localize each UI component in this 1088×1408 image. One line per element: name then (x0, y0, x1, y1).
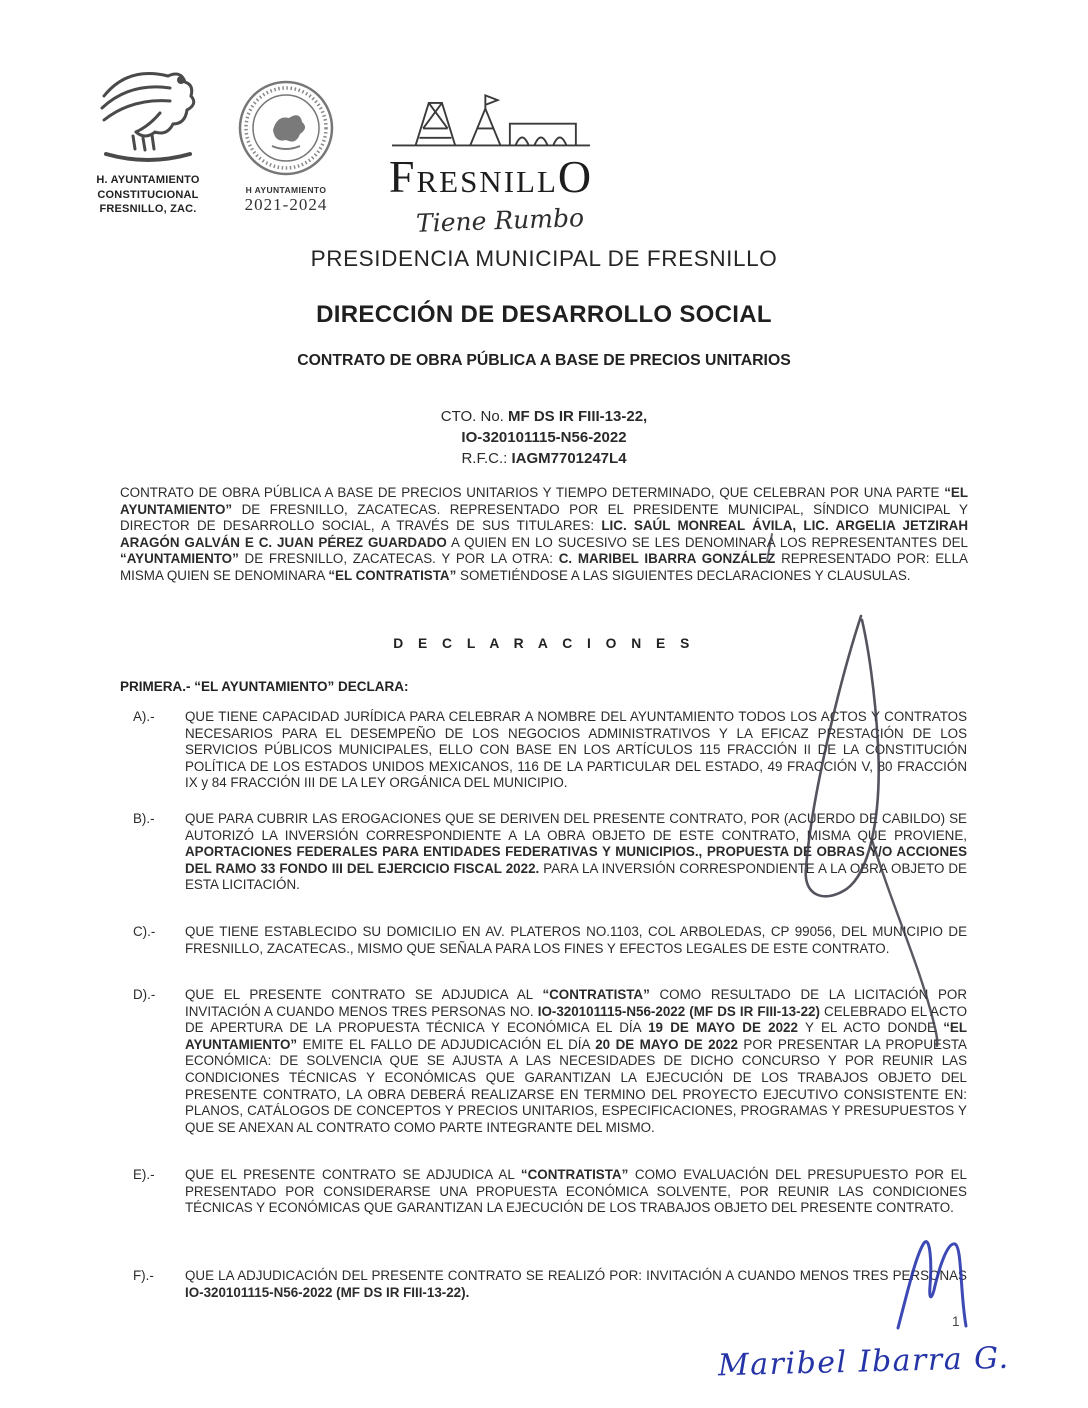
contract-type-title: CONTRATO DE OBRA PÚBLICA A BASE DE PRECIOS UNITARIOS (297, 352, 791, 369)
rfc-value: IAGM7701247L4 (511, 450, 627, 467)
item-b-label: B).- (133, 811, 155, 826)
brand-block (356, 86, 626, 238)
page-title: PRESIDENCIA MUNICIPAL DE FRESNILLO (310, 246, 778, 271)
item-e-label: E).- (133, 1167, 155, 1182)
left-seal-block (78, 52, 218, 217)
brand-name-first-letter: F (388, 151, 417, 202)
declaration-item-b (133, 811, 967, 894)
declaration-item-d (133, 987, 967, 1136)
tender-number: IO-320101115-N56-2022 (461, 429, 627, 446)
rfc-line (0, 448, 1088, 469)
intro-paragraph: CONTRATO DE OBRA PÚBLICA A BASE DE PRECIOS UNITARIOS Y TIEMPO DETERMINADO, QUE CELEBRAN POR UNA PARTE “EL AYUNTAMIENTO” DE FRESNILLO, ZACATECAS. REPRESENTADO POR EL PRESIDENTE MUNICIPAL, SÍNDICO MUNICIPAL Y DIRECTOR DE DESARROLLO SOCIAL, A TRAVÉS DE SUS TITULARES: LIC. SAÚL MONREAL ÁVILA, LIC. ARGELIA JETZIRAH ARAGÓN GALVÁN E C. JUAN PÉREZ GUARDADO A QUIEN EN LO SUCESIVO SE LES DENOMINARA LOS REPRESENTANTES DEL “AYUNTAMIENTO” DE FRESNILLO, ZACATECAS. Y POR LA OTRA: C. MARIBEL IBARRA GONZÁLEZ REPRESENTADO POR: ELLA MISMA QUIEN SE DENOMINARA “EL CONTRATISTA” SOMETIÉNDOSE A LAS SIGUIENTES DECLARACIONES Y CLAUSULAS. (120, 485, 968, 583)
declaration-item-c (133, 924, 967, 957)
item-d-body: QUE EL PRESENTE CONTRATO SE ADJUDICA AL “CONTRATISTA” COMO RESULTADO DE LA LICITACIÓN POR INVITACIÓN A CUANDO MENOS TRES PERSONAS NO. IO-320101115-N56-2022 (MF DS IR FIII-13-22) CELEBRADO EL ACTO DE APERTURA DE LA PROPUESTA TÉCNICA Y ECONÓMICA EL DÍA 19 DE MAYO DE 2022 Y EL ACTO DONDE “EL AYUNTAMIENTO” EMITE EL FALLO DE ADJUDICACIÓN EL DÍA 20 DE MAYO DE 2022 POR PRESENTAR LA PROPUESTA ECONÓMICA: DE SOLVENCIA QUE SE AJUSTA A LAS NECESIDADES DE DICHO CONCURSO Y POR REUNIR LAS CONDICIONES TÉCNICAS Y ECONÓMICAS QUE GARANTIZAN LA EJECUCIÓN DE LOS TRABAJOS OBJETO DEL PRESENTE CONTRATO, LA OBRA DEBERÁ REALIZARSE EN TERMINO DEL PROYECTO EJECUTIVO CONSISTENTE EN: PLANOS, CATÁLOGOS DE CONCEPTOS Y PRECIOS UNITARIOS, ESPECIFICACIONES, PROGRAMAS Y PRESUPUESTOS Y QUE SE ANEXAN AL CONTRATO COMO PARTE INTEGRANTE DEL MISMO. (185, 987, 967, 1135)
center-seal-line2: 2021-2024 (244, 195, 328, 214)
department-title: DIRECCIÓN DE DESARROLLO SOCIAL (316, 301, 772, 328)
contract-number-value: MF DS IR FIII-13-22, (508, 408, 648, 425)
item-d-label: D).- (133, 987, 156, 1002)
brand-name (356, 151, 626, 208)
item-e-body: QUE EL PRESENTE CONTRATO SE ADJUDICA AL “CONTRATISTA” COMO EVALUACIÓN DEL PRESUPUESTO POR EL PRESENTADO POR CONSIDERARSE UNA PROPUESTA ECONÓMICA SOLVENTE, POR REUNIR LAS CONDICIONES TÉCNICAS Y ECONÓMICAS QUE GARANTIZAN LA EJECUCIÓN DE LOS TRABAJOS OBJETO DEL PRESENTE CONTRATO. (185, 1167, 967, 1216)
brand-name-last-letter: O (557, 151, 594, 202)
handwritten-signature: Maribel Ibarra G. (717, 1340, 1011, 1384)
rfc-label: R.F.C.: (461, 450, 512, 467)
left-seal-line2: CONSTITUCIONAL (97, 188, 199, 201)
first-declaration-heading: PRIMERA.- “EL AYUNTAMIENTO” DECLARA: (120, 679, 409, 694)
brand-name-middle: RESNILL (416, 164, 558, 199)
national-emblem-icon (87, 52, 209, 164)
contract-number-line (0, 406, 1088, 427)
item-f-label: F).- (133, 1268, 154, 1283)
left-seal-line1: H. AYUNTAMIENTO (96, 174, 200, 186)
center-seal-block (228, 78, 344, 215)
left-seal-line3: FRESNILLO, ZAC. (99, 203, 197, 215)
declarations-heading: D E C L A R A C I O N E S (393, 636, 695, 651)
page-number: 1 (952, 1314, 960, 1329)
item-b-body: QUE PARA CUBRIR LAS EROGACIONES QUE SE DERIVEN DEL PRESENTE CONTRATO, POR (ACUERDO DE CABILDO) SE AUTORIZÓ LA INVERSIÓN CORRESPONDIENTE A LA OBRA OBJETO DE ESTE CONTRATO, MISMA QUE PROVIENE, APORTACIONES FEDERALES PARA ENTIDADES FEDERATIVAS Y MUNICIPIOS., PROPUESTA DE OBRAS Y/O ACCIONES DEL RAMO 33 FONDO III DEL EJERCICIO FISCAL 2022. PARA LA INVERSIÓN CORRESPONDIENTE A LA OBRA OBJETO DE ESTA LICITACIÓN. (185, 811, 967, 893)
item-c-label: C).- (133, 924, 156, 939)
declaration-item-f (133, 1268, 967, 1301)
municipal-seal-icon (236, 78, 336, 178)
reference-block (0, 406, 1088, 469)
center-seal-line1: H AYUNTAMIENTO (245, 185, 327, 195)
brand-tagline: Tiene Rumbo (415, 203, 585, 238)
fresnillo-headframe-icon (381, 86, 601, 152)
item-c-body: QUE TIENE ESTABLECIDO SU DOMICILIO EN AV. PLATEROS NO.1103, COL ARBOLEDAS, CP 99056, DEL MUNICIPIO DE FRESNILLO, ZACATECAS., MISMO QUE SEÑALA PARA LOS FINES Y EFECTOS LEGALES DE ESTE CONTRATO. (185, 924, 967, 956)
item-a-label: A).- (133, 709, 155, 724)
contract-number-label: CTO. No. (440, 408, 509, 425)
item-a-body: QUE TIENE CAPACIDAD JURÍDICA PARA CELEBRAR A NOMBRE DEL AYUNTAMIENTO TODOS LOS ACTOS Y CONTRATOS NECESARIOS PARA EL DESEMPEÑO DE LOS NEGOCIOS ADMINISTRATIVOS Y LA EFICAZ PRESTACIÓN DE LOS SERVICIOS PÚBLICOS MUNICIPALES, ELLO CON BASE EN LOS ARTÍCULOS 115 FRACCIÓN II DE LA CONSTITUCIÓN POLÍTICA DE LOS ESTADOS UNIDOS MEXICANOS, 116 DE LA PARTICULAR DEL ESTADO, 49 FRACCIÓN V, 80 FRACCIÓN IX y 84 FRACCIÓN III DE LA LEY ORGÁNICA DEL MUNICIPIO. (185, 709, 967, 791)
declaration-item-e (133, 1167, 967, 1217)
declaration-item-a (133, 709, 967, 792)
item-f-body: QUE LA ADJUDICACIÓN DEL PRESENTE CONTRATO SE REALIZÓ POR: INVITACIÓN A CUANDO MENOS TRES PERSONAS IO-320101115-N56-2022 (MF DS IR FIII-13-22). (185, 1268, 967, 1300)
